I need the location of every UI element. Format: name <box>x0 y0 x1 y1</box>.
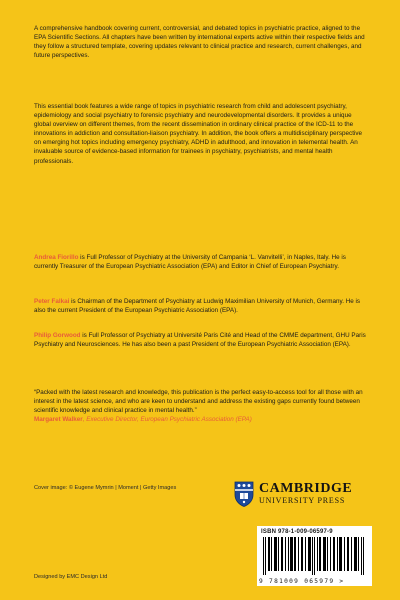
endorsement-quote <box>34 388 370 424</box>
barcode-icon <box>261 537 368 575</box>
quote-attribution <box>34 415 370 424</box>
editor-name: Philip Gorwood <box>34 332 81 339</box>
isbn-barcode <box>257 526 372 586</box>
editor-bio-text: is Full Professor of Psychiatry at the University of Campania ‘L. Vanvitelli’, in Naples, Italy. He is currently Treasurer of the European Psychiatric Association (EPA) and Editor in Chief of European Psychiatry. <box>34 254 346 271</box>
cover-image-credit: Cover image: © Eugene Mymrin | Moment | Getty Images <box>34 485 177 491</box>
editor-bio-gorwood <box>34 331 370 349</box>
description-paragraph-2: This essential book features a wide range of topics in psychiatric research from child and adolescent psychiatry, epidemiology and social psychiatry to forensic psychiatry and neurodevelopmental disorders. It provides a unique global overview on different themes, from the recent dissemination in ordinary clinical practice of the ICD-11 to the innovations in addiction and consultation-liaison psychiatry. In addition, the book offers a multidisciplinary perspective on emerging hot topics including emergency psychiatry, ADHD in adulthood, and innovation in telemental health. An invaluable source of evidence-based information for trainees in psychiatry, psychiatrists, and mental health professionals. <box>34 103 363 165</box>
quote-author: Margaret Walker <box>34 416 83 424</box>
quote-text: “Packed with the latest research and knowledge, this publication is the perfect easy-to-access tool for all those with an interest in the latest science, and who are keen to understand and address the existing gaps currently found between scientific knowledge and clinical practice in mental health.” <box>34 389 363 415</box>
barcode-digits: 9 781009 065979 > <box>259 578 345 585</box>
editor-bio-falkai <box>34 297 370 315</box>
publisher-logo <box>234 480 374 508</box>
editor-bio-text: is Full Professor of Psychiatry at Université Paris Cité and Head of the CMME department, GHU Paris Psychiatry and Neurosciences. He has also been a past President of the European Psychiatric Association (EPA). <box>34 332 366 349</box>
publisher-name-line1: CAMBRIDGE <box>259 481 353 496</box>
quote-author-role: , Executive Director, European Psychiatric Association (EPA) <box>82 416 252 424</box>
cambridge-shield-icon <box>234 481 254 507</box>
editor-bio-text: is Chairman of the Department of Psychiatry at Ludwig Maximilian University of Munich, Germany. He is also the current President of the European Psychiatric Association (EPA). <box>34 298 361 315</box>
editor-name: Peter Falkai <box>34 298 70 305</box>
designer-credit: Designed by EMC Design Ltd <box>34 574 108 580</box>
description-paragraph-1: A comprehensive handbook covering current, controversial, and debated topics in psychiatric practice, aligned to the EPA Scientific Sections. All chapters have been written by international experts active within their respective fields and they follow a structured template, covering updates relevant to clinical practice and research, current challenges, and future perspectives. <box>34 25 365 60</box>
editor-name: Andrea Fiorillo <box>34 254 79 261</box>
publisher-name-line2: UNIVERSITY PRESS <box>259 496 346 505</box>
editor-bio-fiorillo <box>34 253 370 271</box>
isbn-label: ISBN 978-1-009-06597-9 <box>261 529 333 535</box>
